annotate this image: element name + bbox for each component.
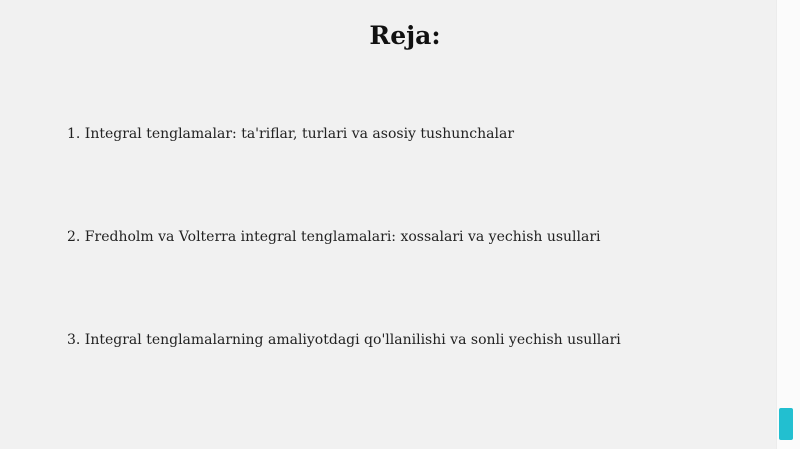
plan-item-3: 3. Integral tenglamalarning amaliyotdagi qo'llanilishi va sonli yechish usullari xyxy=(67,332,621,348)
scrollbar-thumb[interactable] xyxy=(779,408,793,440)
plan-item-2: 2. Fredholm va Volterra integral tenglamalari: xossalari va yechish usullari xyxy=(67,229,601,245)
plan-item-1: 1. Integral tenglamalar: ta'riflar, turlari va asosiy tushunchalar xyxy=(67,126,515,142)
slide-title: Reja: xyxy=(369,21,441,50)
vertical-scrollbar[interactable] xyxy=(776,0,800,449)
